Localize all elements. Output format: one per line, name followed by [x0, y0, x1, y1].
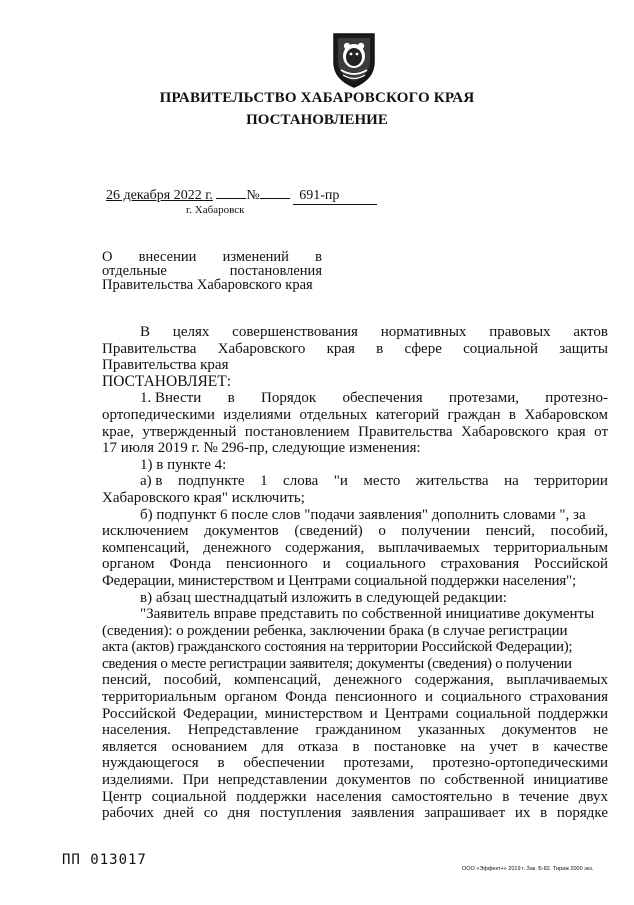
- quote-line-13: рабочих дней со дня поступления заявления запрашивает их в порядке: [102, 805, 608, 822]
- quote-line-5: пенсий, пособий, компенсаций, денежного содержания, выплачиваемых: [102, 672, 608, 689]
- sub-c: в) абзац шестнадцатый изложить в следующей редакции:: [140, 589, 507, 606]
- item-1-line-1: 1. Внести в Порядок обеспечения протезами, протезно-: [140, 390, 608, 407]
- purpose-line-2: Правительства Хабаровского края в сфере социальной защиты: [102, 340, 608, 357]
- quote-line-8: населения. Непредставление гражданином указанных документов не: [102, 722, 608, 739]
- sub-b-line-4: органом Фонда пенсионного и социального страхования Российской: [102, 556, 608, 573]
- government-title: ПРАВИТЕЛЬСТВО ХАБАРОВСКОГО КРАЯ: [159, 90, 475, 106]
- decree-city: г. Хабаровск: [186, 204, 245, 216]
- item-1-line-3: крае, утвержденный постановлением Правительства Хабаровского края от: [102, 423, 608, 440]
- decree-subject: [102, 250, 322, 292]
- sub-b-line-3: компенсаций, денежного содержания, выплачиваемых территориальным: [102, 539, 608, 556]
- decree-number: 691-пр: [293, 188, 377, 205]
- quote-line-10: нуждающегося в обеспечении протезами, протезно-ортопедическими: [102, 755, 608, 772]
- subject-line-2: отдельные постановления: [102, 263, 322, 279]
- quote-line-9: является основанием для отказа в постановке на учет в качестве: [102, 738, 608, 755]
- sub-b-line-5: Федерации, министерством и Центрами социальной поддержки населения";: [102, 572, 576, 589]
- sub-b-line-2: исключением документов (сведений) о получении пенсий, пособий,: [102, 523, 608, 540]
- subject-line-1: О внесении изменений в: [102, 249, 322, 265]
- quote-line-1: "Заявитель вправе представить по собственной инициативе документы: [140, 606, 595, 623]
- quote-line-7: Российской Федерации, министерством и Центрами социальной поддержки: [102, 705, 608, 722]
- sub-a-line-2: Хабаровского края" исключить;: [102, 489, 305, 506]
- printer-imprint: ООО «Эффект+» 2019 г. Зак. Б-82. Тираж 2000 экз.: [462, 866, 594, 872]
- quote-line-12: Центр социальной поддержки населения самостоятельно в течение двух: [102, 788, 608, 805]
- decrees-heading: ПОСТАНОВЛЯЕТ:: [102, 372, 232, 390]
- quote-line-4: сведения о месте регистрации заявителя; документы (сведения) о получении: [102, 655, 572, 672]
- document-type-title: ПОСТАНОВЛЕНИЕ: [246, 112, 388, 128]
- coat-of-arms-emblem: [330, 30, 378, 88]
- purpose-line-3: Правительства края: [102, 357, 229, 374]
- subject-line-3: Правительства Хабаровского края: [102, 277, 313, 293]
- sub-item-1: 1) в пункте 4:: [140, 456, 227, 473]
- quote-line-3: акта (актов) гражданского состояния на территории Российской Федерации);: [102, 639, 573, 656]
- item-1-line-4: 17 июля 2019 г. № 296-пр, следующие изменения:: [102, 440, 421, 457]
- sub-b-line-1: б) подпункт 6 после слов "подачи заявления" дополнить словами ", за: [140, 506, 586, 523]
- sub-a-line-1: а) в подпункте 1 слова "и место жительства на территории: [140, 473, 608, 490]
- quote-line-2: (сведения): о рождении ребенка, заключении брака (в случае регистрации: [102, 622, 568, 639]
- purpose-line-1: В целях совершенствования нормативных правовых актов: [140, 324, 608, 340]
- decree-body: [102, 324, 608, 822]
- quote-line-6: территориальным органом Фонда пенсионного и социального страхования: [102, 689, 608, 706]
- quote-line-11: изделиями. При непредставлении документов по собственной инициативе: [102, 772, 608, 789]
- document-serial-code: ПП 013017: [62, 852, 147, 868]
- item-1-line-2: ортопедическими изделиями отдельных категорий граждан в Хабаровском: [102, 406, 608, 423]
- decree-date: 26 декабря 2022 г.: [106, 188, 213, 203]
- decree-date-line: [106, 186, 377, 205]
- decree-number-label: №: [216, 188, 289, 203]
